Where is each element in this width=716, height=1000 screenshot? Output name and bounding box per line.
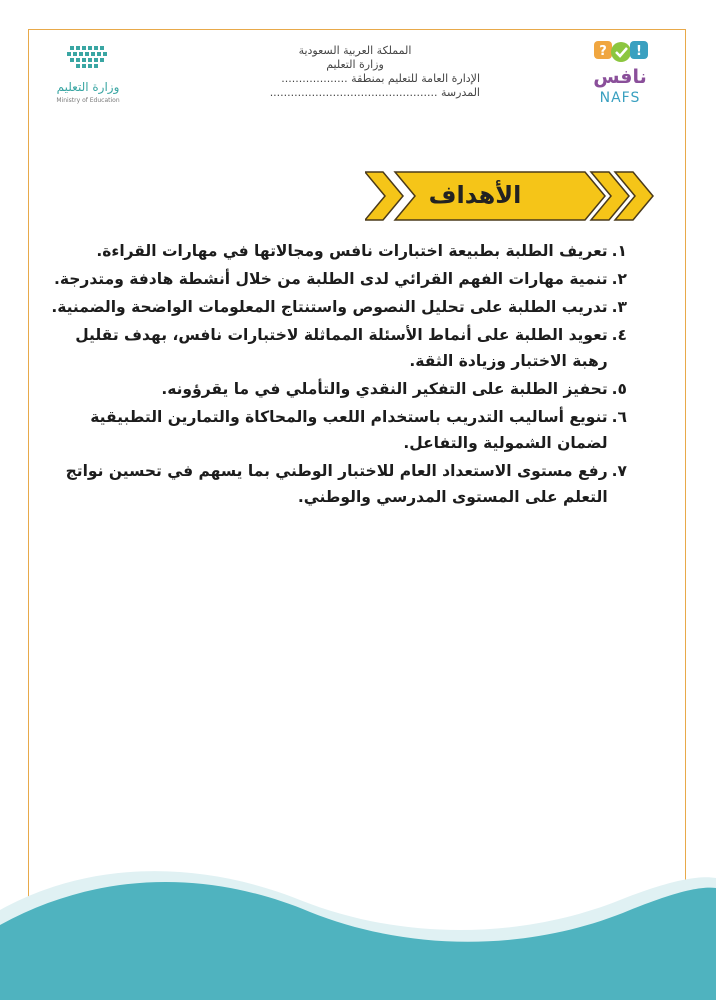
svg-text:?: ? — [599, 44, 607, 59]
ministry-logo — [52, 40, 124, 110]
section-title: الأهداف — [428, 181, 522, 209]
list-item — [45, 404, 627, 456]
item-text: تحفيز الطلبة على التفكير النقدي والتأملي في ما يقرؤونه. — [161, 380, 608, 398]
ministry-of-education-logo-icon — [52, 40, 124, 78]
list-item — [45, 238, 627, 264]
item-number: ٣. — [611, 298, 627, 316]
item-number: ٥. — [611, 380, 627, 398]
item-number: ٢. — [611, 270, 627, 288]
item-number: ١. — [611, 242, 627, 260]
nafs-logo-icon — [582, 38, 658, 68]
list-item — [45, 458, 627, 510]
nafs-logo-arabic: نافس — [593, 66, 647, 88]
bottom-wave-decoration — [0, 840, 716, 1000]
item-number: ٧. — [611, 462, 627, 480]
header-ministry: وزارة التعليم — [326, 58, 384, 71]
list-item — [45, 294, 627, 320]
list-item — [45, 322, 627, 374]
header-kingdom: المملكة العربية السعودية — [298, 44, 412, 57]
item-text: تدريب الطلبة على تحليل النصوص واستنتاج المعلومات الواضحة والضمنية. — [51, 298, 608, 316]
nafs-logo-english: NAFS — [599, 90, 641, 106]
svg-text:!: ! — [636, 44, 642, 59]
list-item — [45, 266, 627, 292]
objectives-list — [45, 238, 627, 512]
ministry-logo-english: Ministry of Education — [56, 97, 120, 104]
item-text: تنويع أساليب التدريب باستخدام اللعب والمحاكاة والتمارين التطبيقية لضمان الشمولية والتفاعل. — [90, 408, 608, 452]
item-text: تعويد الطلبة على أنماط الأسئلة المماثلة لاختبارات نافس، بهدف تقليل رهبة الاختبار وزيادة الثقة. — [75, 326, 608, 370]
header-school: المدرسة ................................................ — [269, 86, 480, 99]
header-directorate: الإدارة العامة للتعليم بمنطقة ................... — [281, 72, 480, 85]
item-text: تعريف الطلبة بطبيعة اختبارات نافس ومجالاتها في مهارات القراءة. — [96, 242, 608, 260]
item-number: ٦. — [611, 408, 627, 426]
nafs-logo — [582, 38, 658, 114]
list-item — [45, 376, 627, 402]
ministry-logo-arabic: وزارة التعليم — [56, 80, 120, 94]
document-header — [250, 44, 480, 100]
item-number: ٤. — [611, 326, 627, 344]
item-text: رفع مستوى الاستعداد العام للاختبار الوطني بما يسهم في تحسين نواتج التعلم على المستوى المدرسي والوطني. — [65, 462, 608, 506]
item-text: تنمية مهارات الفهم القرائي لدى الطلبة من خلال أنشطة هادفة ومتدرجة. — [53, 270, 608, 288]
